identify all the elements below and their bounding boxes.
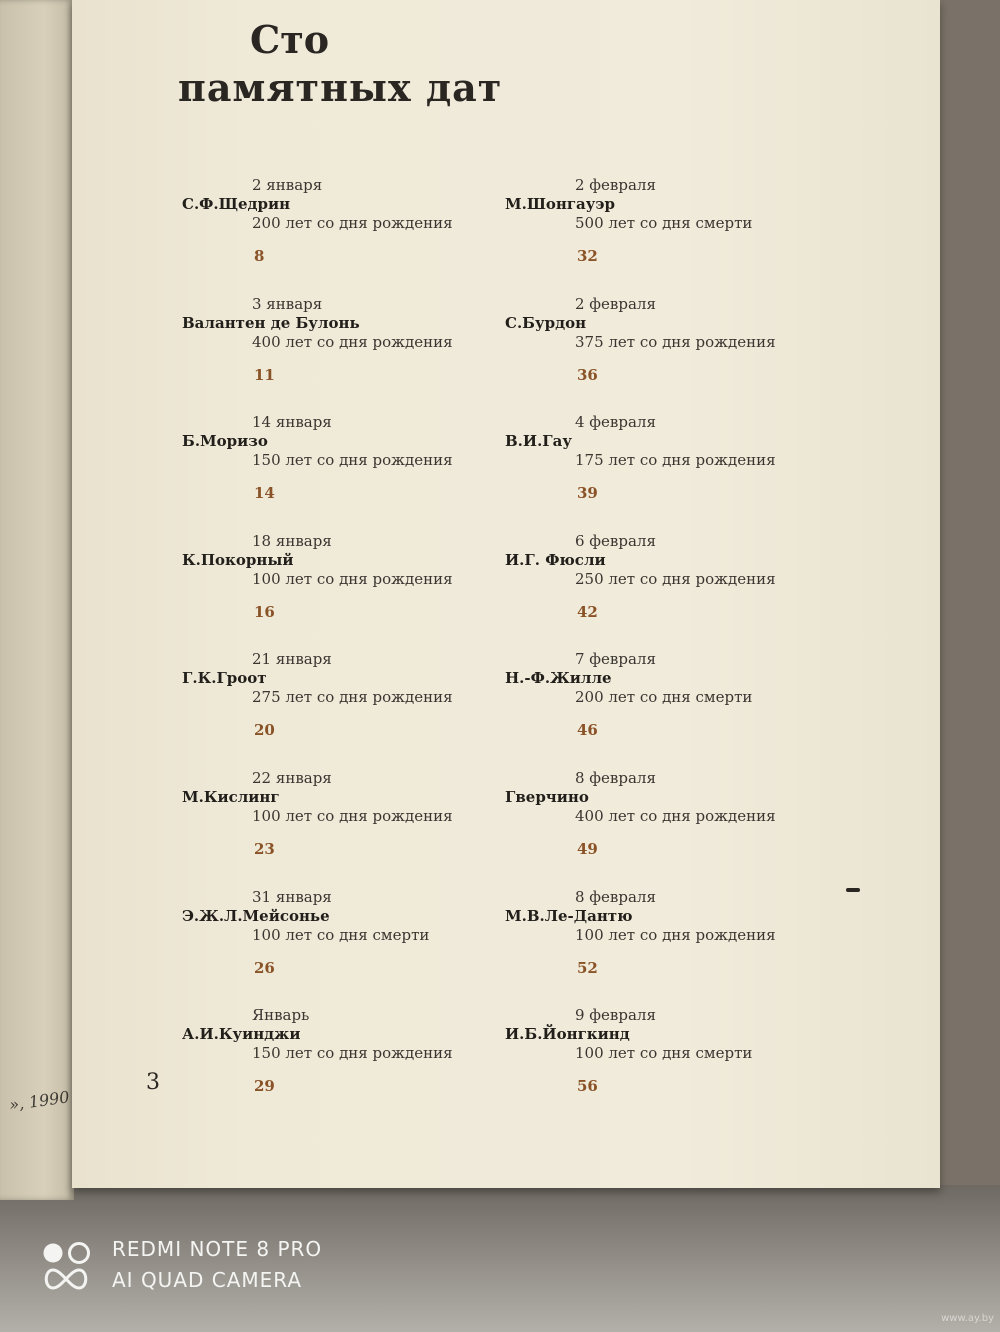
- entry-page-ref: 39: [577, 484, 598, 503]
- entry-artist: Г.К.Гроот: [182, 669, 267, 688]
- entry-artist: Гверчино: [505, 787, 589, 806]
- contents-column-february: [505, 176, 845, 1125]
- entry-artist: А.И.Куинджи: [182, 1025, 301, 1044]
- contents-entry[interactable]: [505, 888, 845, 1007]
- entry-date: 7 февраля: [575, 650, 656, 669]
- entry-anniversary: 150 лет со дня рождения: [252, 1044, 453, 1063]
- entry-page-ref: 56: [577, 1077, 598, 1096]
- entry-artist: С.Ф.Щедрин: [182, 195, 291, 213]
- title-line-1: Сто: [250, 17, 330, 62]
- page-title: [178, 16, 502, 112]
- entry-date: 14 января: [252, 413, 332, 432]
- camera-watermark-line-2: AI QUAD CAMERA: [112, 1268, 303, 1292]
- entry-date: 18 января: [252, 531, 332, 550]
- entry-date: 2 февраля: [575, 176, 656, 194]
- entry-date: 6 февраля: [575, 531, 656, 550]
- quad-camera-logo-icon: [40, 1240, 92, 1292]
- left-page-fragment: », 1990: [7, 1087, 71, 1115]
- entry-page-ref: 49: [577, 839, 598, 858]
- entry-date: 3 января: [252, 294, 323, 313]
- entry-date: 8 февраля: [575, 768, 656, 787]
- entry-anniversary: 100 лет со дня смерти: [575, 1044, 753, 1063]
- entry-anniversary: 250 лет со дня рождения: [575, 569, 776, 588]
- entry-page-ref: 46: [577, 721, 598, 740]
- entry-date: 21 января: [252, 650, 332, 669]
- title-line-2: памятных дат: [178, 65, 503, 110]
- contents-entry[interactable]: [182, 888, 522, 1007]
- entry-artist: Валантен де Булонь: [182, 313, 360, 332]
- entry-page-ref: 36: [577, 365, 598, 384]
- contents-entry[interactable]: [505, 1006, 845, 1125]
- camera-watermark-line-1: REDMI NOTE 8 PRO: [112, 1237, 323, 1261]
- entry-date: 2 января: [252, 176, 323, 194]
- entry-anniversary: 175 лет со дня рождения: [575, 451, 776, 470]
- contents-column-january: [182, 176, 522, 1125]
- entry-anniversary: 500 лет со дня смерти: [575, 214, 753, 232]
- entry-page-ref: 8: [254, 247, 265, 265]
- entry-page-ref: 14: [254, 484, 275, 503]
- entry-page-ref: 32: [577, 247, 598, 265]
- entry-anniversary: 100 лет со дня рождения: [575, 925, 776, 944]
- entry-page-ref: 52: [577, 958, 598, 977]
- contents-entry[interactable]: [505, 650, 845, 769]
- entry-date: 22 января: [252, 768, 332, 787]
- entry-date: 9 февраля: [575, 1006, 656, 1025]
- entry-date: 4 февраля: [575, 413, 656, 432]
- ink-speck: [846, 888, 860, 892]
- entry-anniversary: 400 лет со дня рождения: [252, 332, 453, 351]
- entry-page-ref: 26: [254, 958, 275, 977]
- entry-date: 8 февраля: [575, 887, 656, 906]
- entry-artist: Э.Ж.Л.Мейсонье: [182, 906, 330, 925]
- entry-anniversary: 100 лет со дня рождения: [252, 806, 453, 825]
- entry-artist: Н.-Ф.Жилле: [505, 669, 612, 688]
- contents-entry[interactable]: [505, 413, 845, 532]
- entry-artist: Б.Моризо: [182, 432, 268, 451]
- entry-artist: В.И.Гау: [505, 432, 572, 451]
- entry-anniversary: 100 лет со дня смерти: [252, 925, 430, 944]
- contents-entry[interactable]: [505, 176, 845, 295]
- entry-anniversary: 200 лет со дня рождения: [252, 214, 453, 232]
- contents-entry[interactable]: [182, 295, 522, 414]
- site-watermark: www.ay.by: [941, 1313, 994, 1324]
- entry-anniversary: 375 лет со дня рождения: [575, 332, 776, 351]
- entry-artist: М.Шонгауэр: [505, 195, 615, 213]
- contents-entry[interactable]: [182, 176, 522, 295]
- contents-entry[interactable]: [182, 532, 522, 651]
- entry-artist: И.Б.Йонгкинд: [505, 1025, 630, 1044]
- entry-anniversary: 275 лет со дня рождения: [252, 688, 453, 707]
- contents-entry[interactable]: [505, 295, 845, 414]
- contents-entry[interactable]: [182, 413, 522, 532]
- entry-date: 2 февраля: [575, 294, 656, 313]
- contents-entry[interactable]: [505, 532, 845, 651]
- entry-page-ref: 16: [254, 602, 275, 621]
- entry-artist: М.Кислинг: [182, 787, 280, 806]
- contents-entry[interactable]: [182, 650, 522, 769]
- page-number: 3: [146, 1070, 160, 1095]
- entry-page-ref: 29: [254, 1077, 275, 1096]
- entry-artist: М.В.Ле-Дантю: [505, 906, 633, 925]
- entry-page-ref: 23: [254, 839, 275, 858]
- entry-date: Январь: [252, 1006, 310, 1025]
- entry-artist: И.Г. Фюсли: [505, 550, 606, 569]
- contents-entry[interactable]: [505, 769, 845, 888]
- entry-artist: К.Покорный: [182, 550, 294, 569]
- entry-anniversary: 400 лет со дня рождения: [575, 806, 776, 825]
- entry-page-ref: 20: [254, 721, 275, 740]
- entry-page-ref: 11: [254, 365, 275, 384]
- entry-artist: С.Бурдон: [505, 313, 587, 332]
- contents-entry[interactable]: [182, 769, 522, 888]
- entry-anniversary: 200 лет со дня смерти: [575, 688, 753, 707]
- entry-date: 31 января: [252, 887, 332, 906]
- entry-anniversary: 150 лет со дня рождения: [252, 451, 453, 470]
- left-page-edge: [0, 0, 74, 1200]
- contents-entry[interactable]: [182, 1006, 522, 1125]
- entry-page-ref: 42: [577, 602, 598, 621]
- entry-anniversary: 100 лет со дня рождения: [252, 569, 453, 588]
